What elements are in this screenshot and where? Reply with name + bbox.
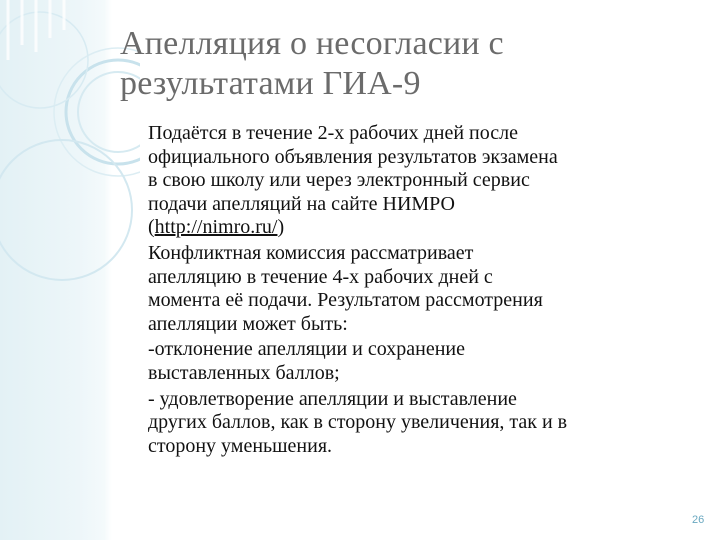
text-line: -отклонение апелляции и сохранение (148, 338, 465, 361)
paragraph-submission (148, 122, 693, 240)
text-line: подачи апелляций на сайте НИМРО (148, 192, 455, 215)
slide-title-line: результатами ГИА-9 (120, 65, 421, 102)
text-line-link (148, 216, 693, 240)
paragraph-satisfaction (148, 388, 693, 459)
text-line: апелляции может быть: (148, 312, 348, 335)
paren-close: ) (277, 216, 285, 239)
slide-title (120, 24, 680, 104)
decorative-ring (0, 140, 132, 280)
text-line: в свою школу или через электронный сервис (148, 169, 530, 192)
text-line: момента её подачи. Результатом рассмотрения (148, 289, 543, 312)
text-line: сторону уменьшения. (148, 434, 333, 457)
paren-open: ( (148, 216, 155, 239)
text-line: других баллов, как в сторону увеличения, так и в (148, 411, 568, 434)
slide-title-line: Апелляция о несогласии с (120, 25, 504, 62)
text-line: официального объявления результатов экзамена (148, 145, 558, 168)
nimro-link[interactable]: http://nimro.ru/ (154, 216, 278, 239)
decorative-ring (0, 12, 88, 108)
paragraph-rejection (148, 338, 693, 385)
slide-body (148, 122, 693, 460)
paragraph-commission (148, 242, 693, 336)
page-number: 26 (692, 514, 705, 526)
decorative-rings (0, 0, 140, 320)
text-line: Подаётся в течение 2-х рабочих дней после (148, 122, 518, 144)
text-line: - удовлетворение апелляции и выставление (148, 387, 517, 410)
text-line: Конфликтная комиссия рассматривает (148, 241, 474, 264)
text-line: апелляцию в течение 4-х рабочих дней с (148, 265, 493, 288)
text-line: выставленных баллов; (148, 361, 340, 384)
